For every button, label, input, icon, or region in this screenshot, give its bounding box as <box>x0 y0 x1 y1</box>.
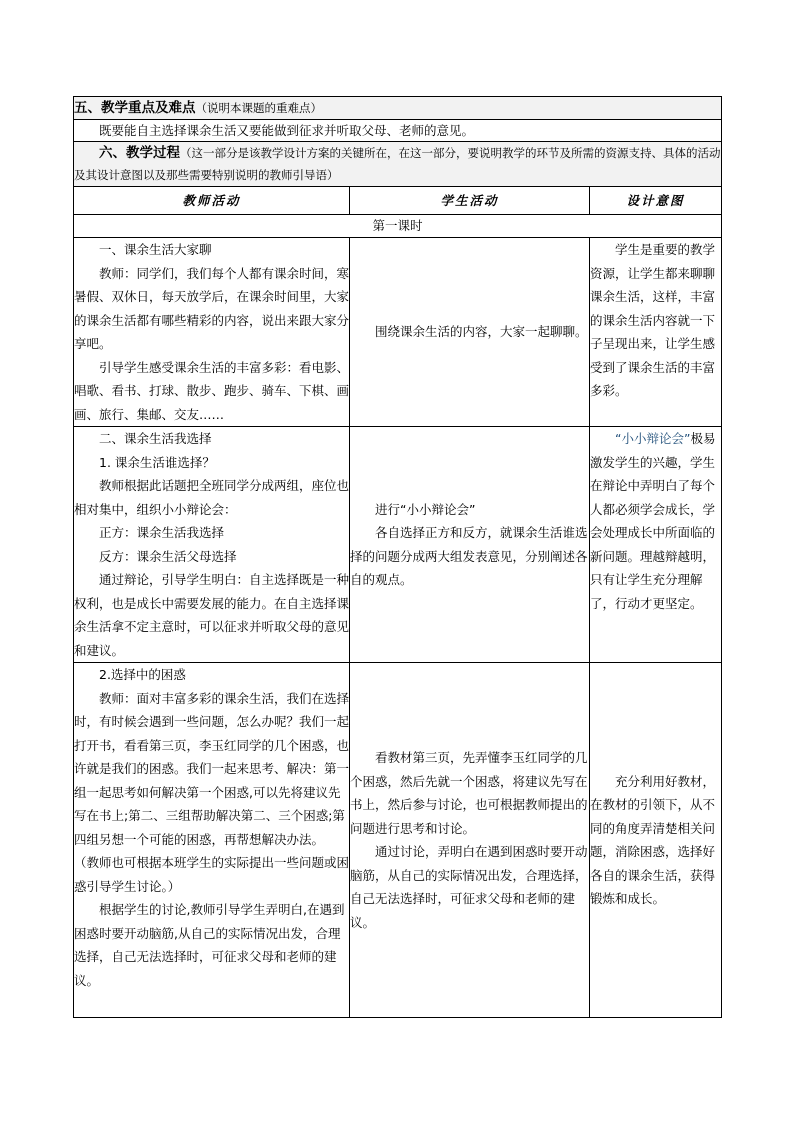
design-intent-cell <box>590 238 722 427</box>
intent-paragraph <box>590 427 721 615</box>
section5-title: 五、教学重点及难点 <box>74 100 196 116</box>
design-intent-cell <box>590 427 722 663</box>
section6-title-row <box>74 142 722 187</box>
student-paragraph: 各自选择正方和反方，就课余生活谁选择的问题分成两大组发表意见，分别阐述各自的观点。 <box>350 525 588 587</box>
table-row <box>74 663 722 1018</box>
teacher-paragraph: 引导学生感受课余生活的丰富多彩：看电影、唱歌、看书、打球、散步、跑步、骑车、下棋、画画、旅行、集邮、交友…… <box>74 359 350 422</box>
table-header-row <box>74 187 722 215</box>
teacher-paragraph: （教师也可根据本班学生的实际提出一些问题或困惑引导学生讨论。） <box>74 855 350 894</box>
section-heading: 一、课余生活大家聊 <box>99 242 212 257</box>
student-paragraph: 进行“小小辩论会” <box>375 501 476 517</box>
student-activity-cell <box>350 238 590 427</box>
teacher-paragraph: 通过辩论，引导学生明白：自主选择既是一种权利，也是成长中需要发展的能力。在自主选择课余生活拿不定主意时，可以征求并听取父母的意见和建议。 <box>74 572 350 658</box>
table-row <box>74 238 722 427</box>
teacher-paragraph: 教师：同学们，我们每个人都有课余时间，寒暑假、双休日，每天放学后，在课余时间里，大家的课余生活都有哪些精彩的内容，说出来跟大家分享吧。 <box>74 265 350 351</box>
teacher-paragraph: 反方：课余生活父母选择 <box>99 548 237 564</box>
header-design-intent: 设计意图 <box>590 187 722 215</box>
intent-paragraph: 学生是重要的教学资源，让学生都来聊聊课余生活，这样，丰富的课余生活内容就一下子呈现出来，让学生感受到了课余生活的丰富多彩。 <box>590 242 716 398</box>
student-activity-cell <box>350 663 590 1018</box>
student-paragraph: 围绕课余生活的内容，大家一起聊聊。 <box>375 324 588 340</box>
section6-title: 六、教学过程 <box>99 145 180 161</box>
section5-title-row <box>74 97 722 120</box>
lesson-title: 第一课时 <box>74 215 722 238</box>
teacher-paragraph: 正方：课余生活我选择 <box>99 525 225 540</box>
section5-note: （说明本课题的重难点） <box>195 101 322 115</box>
header-student-activity: 学生活动 <box>350 187 590 215</box>
teacher-paragraph: 根据学生的讨论,教师引导学生弄明白,在遇到困惑时要开动脑筋,从自己的实际情况出发，合理选择，自己无法选择时，可征求父母和老师的建议。 <box>74 902 345 988</box>
section-heading: 二、课余生活我选择 <box>99 431 212 446</box>
header-teacher-activity: 教师活动 <box>74 187 350 215</box>
teacher-paragraph: 教师：面对丰富多彩的课余生活，我们在选择时，有时候会遇到一些问题，怎么办呢？我们一起打开书，看看第三页，李玉红同学的几个困惑，也许就是我们的困惑。我们一起来思考、解决：第一组一起思考如何解决第一个困惑,可以先将建议先写在书上;第二、三组帮助解决第二、三个困惑;第四组另想一个可能的困惑，再帮想解决办法。 <box>74 690 350 847</box>
intent-text: 极易激发学生的兴趣，学生在辩论中弄明白了每个人都必须学会成长，学会处理成长中所面临的新问题。理越辩越明，只有让学生充分理解了，行动才更坚定。 <box>590 431 716 611</box>
student-activity-cell <box>350 427 590 663</box>
teacher-activity-cell <box>74 427 350 663</box>
subsection-heading: 2.选择中的困惑 <box>99 667 186 682</box>
teacher-activity-cell <box>74 663 350 1018</box>
lesson-title-row <box>74 215 722 238</box>
intent-highlight: “小小辩论会” <box>615 431 691 446</box>
section6-note: （这一部分是该教学设计方案的关键所在，在这一部分，要说明教学的环节及所需的资源支持、具体的活动及其设计意图以及那些需要特别说明的教师引导语） <box>74 146 721 182</box>
section6-title-cell <box>74 142 722 187</box>
intent-paragraph: 充分利用好教材，在教材的引领下，从不同的角度弄清楚相关问题，消除困惑，选择好各自的课余生活，获得锻炼和成长。 <box>590 773 716 906</box>
subsection-heading: 1. 课余生活谁选择？ <box>99 454 215 470</box>
section5-content: 既要能自主选择课余生活又要能做到征求并听取父母、老师的意见。 <box>74 120 722 142</box>
teacher-activity-cell <box>74 238 350 427</box>
section5-content-row <box>74 120 722 142</box>
section5-title-cell <box>74 97 722 120</box>
design-intent-cell <box>590 663 722 1018</box>
table-row <box>74 427 722 663</box>
student-paragraph: 看教材第三页，先弄懂李玉红同学的几个困惑，然后先就一个困惑，将建议先写在书上，然后参与讨论，也可根据教师提出的问题进行思考和讨论。 <box>350 750 588 836</box>
lesson-plan-table <box>73 96 722 1018</box>
teacher-paragraph: 教师根据此话题把全班同学分成两组，座位也相对集中，组织小小辩论会： <box>74 478 350 517</box>
student-paragraph: 通过讨论，弄明白在遇到困惑时要开动脑筋，从自己的实际情况出发，合理选择，自己无法选择时，可征求父母和老师的建议。 <box>350 844 588 930</box>
